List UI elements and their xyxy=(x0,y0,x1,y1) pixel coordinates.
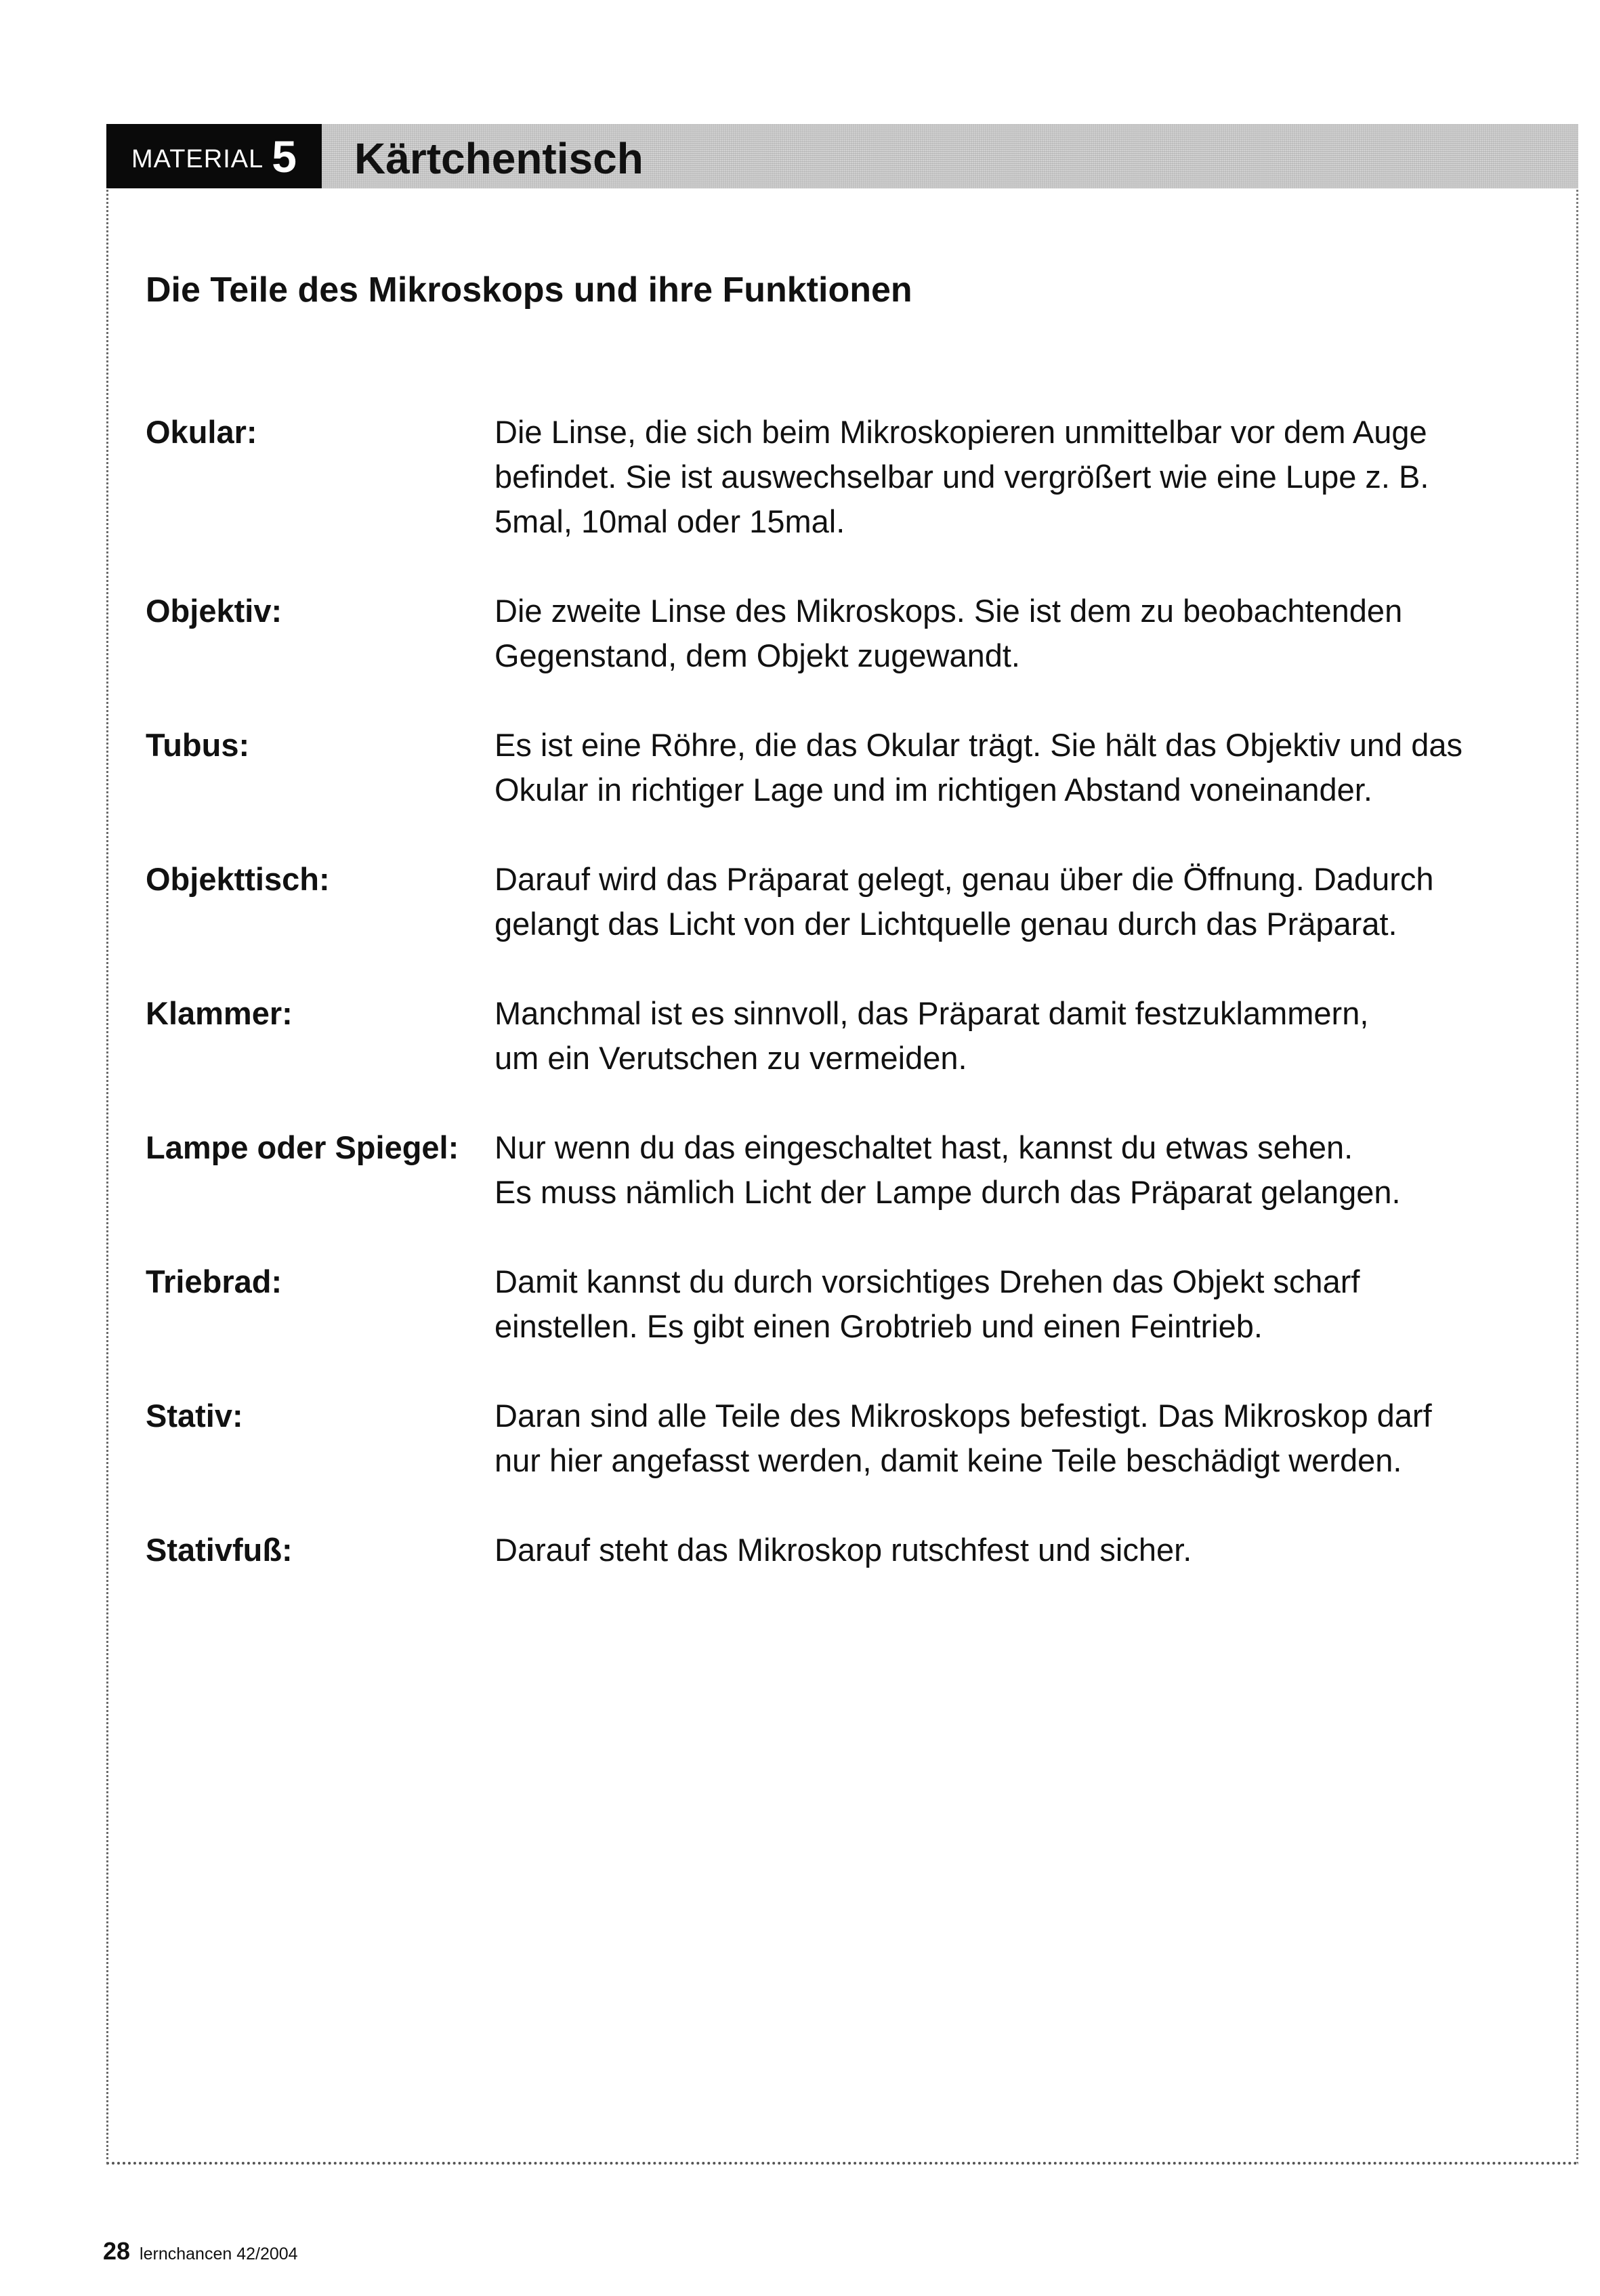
term-row xyxy=(146,991,1568,1081)
term-row xyxy=(146,1259,1568,1349)
term-label: Klammer: xyxy=(146,995,293,1031)
description-line: Daran sind alle Teile des Mikroskops befestigt. Das Mikroskop darf xyxy=(494,1398,1432,1434)
description-line: einstellen. Es gibt einen Grobtrieb und einen Feintrieb. xyxy=(494,1308,1263,1344)
material-number: 5 xyxy=(272,131,297,182)
description-line: 5mal, 10mal oder 15mal. xyxy=(494,503,845,539)
term-label: Stativ: xyxy=(146,1398,243,1434)
description-line: Manchmal ist es sinnvoll, das Präparat damit festzuklammern, xyxy=(494,995,1369,1031)
description-line: befindet. Sie ist auswechselbar und vergrößert wie eine Lupe z. B. xyxy=(494,459,1429,495)
term-row xyxy=(146,589,1568,678)
description-line: um ein Verutschen zu vermeiden. xyxy=(494,1040,967,1076)
description-line: Darauf wird das Präparat gelegt, genau über die Öffnung. Dadurch xyxy=(494,861,1434,897)
term-label: Lampe oder Spiegel: xyxy=(146,1129,459,1165)
material-label: MATERIAL xyxy=(131,145,264,173)
term-row xyxy=(146,723,1568,812)
title-strip xyxy=(322,124,1578,188)
description-line: Es ist eine Röhre, die das Okular trägt. Sie hält das Objektiv und das xyxy=(494,727,1463,763)
page-number: 28 xyxy=(103,2237,131,2265)
term-label: Okular: xyxy=(146,414,257,450)
term-description xyxy=(494,410,1568,544)
description-line: Nur wenn du das eingeschaltet hast, kannst du etwas sehen. xyxy=(494,1129,1353,1165)
term-description xyxy=(494,991,1568,1081)
material-header xyxy=(106,124,1578,188)
description-line: Okular in richtiger Lage und im richtigen Abstand voneinander. xyxy=(494,772,1372,808)
term-row xyxy=(146,857,1568,946)
term-label: Tubus: xyxy=(146,727,250,763)
term-description xyxy=(494,1394,1568,1483)
term-description xyxy=(494,723,1568,812)
term-label: Triebrad: xyxy=(146,1264,282,1299)
term-row xyxy=(146,1528,1568,1572)
description-line: Gegenstand, dem Objekt zugewandt. xyxy=(494,638,1020,673)
term-row xyxy=(146,1125,1568,1215)
description-line: Es muss nämlich Licht der Lampe durch das Präparat gelangen. xyxy=(494,1174,1401,1210)
term-label: Stativfuß: xyxy=(146,1532,293,1568)
term-description xyxy=(494,857,1568,946)
page-title: Kärtchentisch xyxy=(354,133,644,183)
term-row xyxy=(146,410,1568,544)
material-badge xyxy=(106,124,322,188)
term-label: Objekttisch: xyxy=(146,861,330,897)
term-description xyxy=(494,589,1568,678)
publication-source: lernchancen 42/2004 xyxy=(140,2245,298,2263)
description-line: Darauf steht das Mikroskop rutschfest und sicher. xyxy=(494,1532,1192,1568)
description-line: Damit kannst du durch vorsichtiges Drehen das Objekt scharf xyxy=(494,1264,1360,1299)
term-list xyxy=(146,410,1568,1572)
section-heading: Die Teile des Mikroskops und ihre Funktionen xyxy=(146,270,912,310)
description-line: Die Linse, die sich beim Mikroskopieren unmittelbar vor dem Auge xyxy=(494,414,1427,450)
description-line: nur hier angefasst werden, damit keine Teile beschädigt werden. xyxy=(494,1442,1402,1478)
term-description xyxy=(494,1259,1568,1349)
term-row xyxy=(146,1394,1568,1483)
term-description xyxy=(494,1125,1568,1215)
term-label: Objektiv: xyxy=(146,593,282,629)
description-line: Die zweite Linse des Mikroskops. Sie ist dem zu beobachtenden xyxy=(494,593,1403,629)
page-footer xyxy=(103,2237,298,2266)
description-line: gelangt das Licht von der Lichtquelle genau durch das Präparat. xyxy=(494,906,1397,942)
term-description xyxy=(494,1528,1568,1572)
